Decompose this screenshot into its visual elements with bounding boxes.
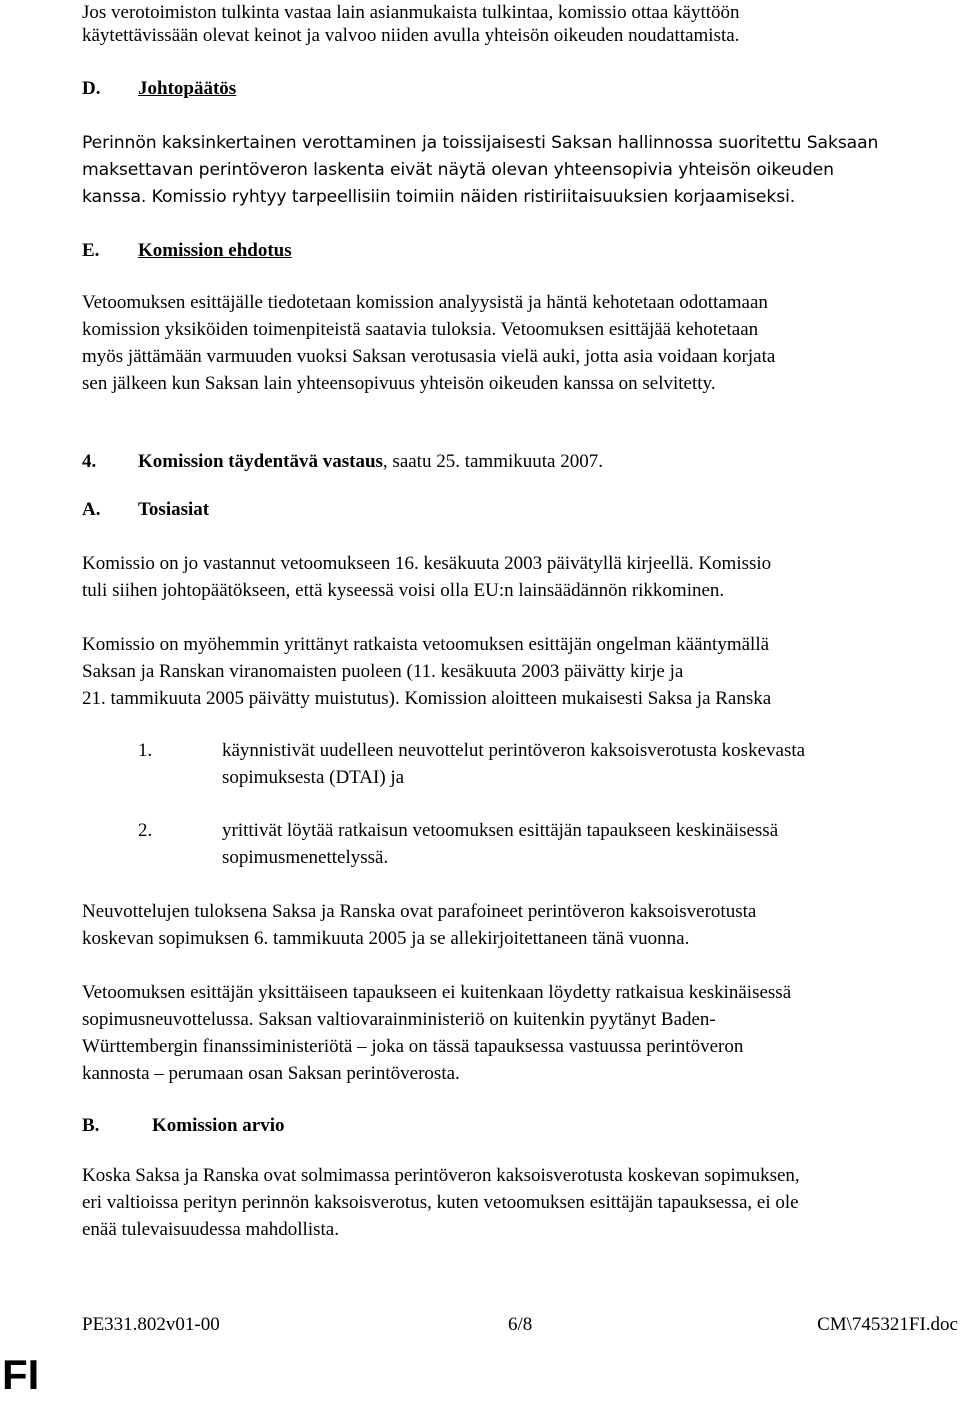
section-d-line-2: maksettavan perintöveron laskenta eivät näytä olevan yhteensopivia yhteisön oikeuden [82, 160, 834, 180]
section-a-para2-line-2: Saksan ja Ranskan viranomaisten puoleen (11. kesäkuuta 2003 päivätty kirje ja [82, 661, 684, 682]
section-a-para2-line-1: Komissio on myöhemmin yrittänyt ratkaista vetoomuksen esittäjän ongelman kääntymällä [82, 634, 770, 655]
section-b-label: B. [82, 1115, 100, 1136]
section-a-label: A. [82, 499, 101, 520]
section-4-title-bold: Komission täydentävä vastaus [138, 451, 383, 472]
section-a-para3-line-2: koskevan sopimuksen 6. tammikuuta 2005 ja se allekirjoitettaneen tänä vuonna. [82, 928, 690, 949]
section-4-title-rest: , saatu 25. tammikuuta 2007. [382, 451, 603, 472]
section-e-title: Komission ehdotus [138, 240, 292, 261]
list-item-1-number: 1. [138, 740, 153, 761]
section-b-title: Komission arvio [152, 1115, 285, 1136]
footer-page-number: 6/8 [508, 1314, 533, 1335]
list-item-2-number: 2. [138, 820, 153, 841]
section-b-line-1: Koska Saksa ja Ranska ovat solmimassa perintöveron kaksoisverotusta koskevan sopimuksen, [82, 1165, 800, 1186]
section-d-title: Johtopäätös [138, 78, 237, 99]
section-d-label: D. [82, 78, 101, 99]
intro-line-1: Jos verotoimiston tulkinta vastaa lain asianmukaista tulkintaa, komissio ottaa käyttöön [82, 2, 740, 23]
list-item-1-line-2: sopimuksesta (DTAI) ja [222, 767, 405, 788]
section-b-line-3: enää tulevaisuudessa mahdollista. [82, 1219, 339, 1240]
section-a-title: Tosiasiat [138, 499, 210, 520]
section-e-line-2: komission yksiköiden toimenpiteistä saatavia tuloksia. Vetoomuksen esittäjää kehotetaan [82, 319, 759, 340]
list-item-1-line-1: käynnistivät uudelleen neuvottelut perintöveron kaksoisverotusta koskevasta [222, 740, 806, 761]
list-item-2-line-1: yrittivät löytää ratkaisun vetoomuksen esittäjän tapaukseen keskinäisessä [222, 820, 779, 841]
section-a-para1-line-1: Komissio on jo vastannut vetoomukseen 16. kesäkuuta 2003 päivätyllä kirjeellä. Komissio [82, 553, 772, 574]
section-a-para4-line-2: sopimusneuvottelussa. Saksan valtiovarainministeriö on kuitenkin pyytänyt Baden- [82, 1009, 716, 1030]
footer-document-ref: PE331.802v01-00 [82, 1314, 220, 1335]
section-e-line-3: myös jättämään varmuuden vuoksi Saksan verotusasia vielä auki, jotta asia voidaan korjata [82, 346, 776, 367]
section-a-para4-line-3: Württembergin finanssiministeriötä – joka on tässä tapauksessa vastuussa perintöveron [82, 1036, 744, 1057]
section-4-title [138, 449, 603, 475]
section-e-label: E. [82, 240, 100, 261]
section-e-line-4: sen jälkeen kun Saksan lain yhteensopivuus yhteisön oikeuden kanssa on selvitetty. [82, 373, 716, 394]
section-e-line-1: Vetoomuksen esittäjälle tiedotetaan komission analyysistä ja häntä kehotetaan odottamaan [82, 292, 768, 313]
language-code: FI [2, 1351, 40, 1398]
intro-line-2: käytettävissään olevat keinot ja valvoo niiden avulla yhteisön oikeuden noudattamista. [82, 25, 740, 46]
section-d-line-3: kanssa. Komissio ryhtyy tarpeellisiin toimiin näiden ristiriitaisuuksien korjaamiseksi. [82, 187, 796, 207]
section-d-line-1: Perinnön kaksinkertainen verottaminen ja toissijaisesti Saksan hallinnossa suoritettu Saksaan [82, 133, 879, 153]
section-a-para4-line-1: Vetoomuksen esittäjän yksittäiseen tapaukseen ei kuitenkaan löydetty ratkaisua keskinäisessä [82, 982, 792, 1003]
section-a-para3-line-1: Neuvottelujen tuloksena Saksa ja Ranska ovat parafoineet perintöveron kaksoisverotusta [82, 901, 757, 922]
list-item-2-line-2: sopimusmenettelyssä. [222, 847, 389, 868]
section-4-label: 4. [82, 451, 97, 472]
section-a-para2-line-3: 21. tammikuuta 2005 päivätty muistutus). Komission aloitteen mukaisesti Saksa ja Ranska [82, 688, 772, 709]
section-a-para1-line-2: tuli siihen johtopäätökseen, että kyseessä voisi olla EU:n lainsäädännön rikkominen. [82, 580, 725, 601]
section-b-line-2: eri valtioissa perityn perinnön kaksoisverotus, kuten vetoomuksen esittäjän tapauksessa, ei ole [82, 1192, 799, 1213]
section-a-para4-line-4: kannosta – perumaan osan Saksan perintöverosta. [82, 1063, 460, 1084]
footer-file-name: CM\745321FI.doc [817, 1314, 958, 1335]
